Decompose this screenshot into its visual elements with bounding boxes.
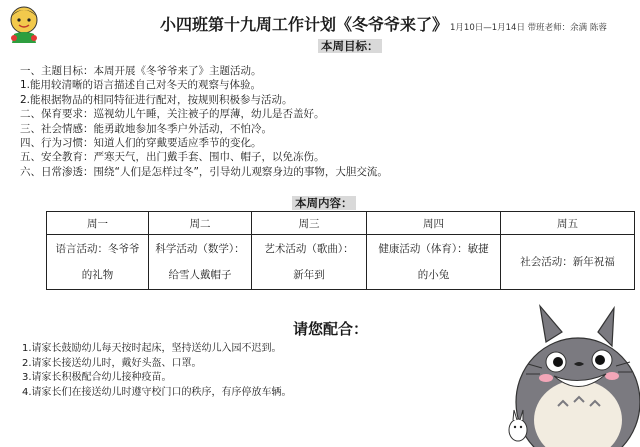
weekly-schedule-table: [46, 211, 635, 290]
content-heading: 本周内容：: [292, 196, 356, 210]
day-header: 周五: [501, 212, 635, 235]
goal-heading: 本周目标：: [318, 39, 382, 53]
goal-line: 五、安全教育：严寒天气，出门戴手套、围巾、帽子，以免冻伤。: [20, 151, 325, 164]
activity-text: 社会活动：新年祝福: [520, 256, 615, 268]
goal-line: 三、社会情感：能勇敢地参加冬季户外活动，不怕冷。: [20, 122, 272, 135]
activity-cell: [47, 235, 149, 290]
activity-cell: [149, 235, 252, 290]
activity-text: 科学活动（数学）：: [155, 243, 245, 255]
goal-line: 四、行为习惯：知道人们的穿戴要适应季节的变化。: [20, 137, 262, 150]
cooperation-item: 1.请家长鼓励幼儿每天按时起床，坚持送幼儿入园不迟到。: [22, 343, 282, 354]
activity-cell: [252, 235, 367, 290]
goal-line: 2.能根据物品的相同特征进行配对，按规则积极参与活动。: [20, 93, 293, 106]
activity-text: 艺术活动（歌曲）：: [264, 243, 354, 255]
cooperation-heading: 请您配合：: [293, 320, 369, 338]
table-row: [47, 235, 635, 290]
goal-line: 1.能用较清晰的语言描述自己对冬天的观察与体验。: [20, 79, 262, 92]
activity-text: 的礼物: [81, 269, 114, 281]
activity-text: 给雪人戴帽子: [168, 269, 232, 281]
goals-list: [20, 64, 388, 179]
date-teachers: 1月10日—1月14日 带班老师：余满 陈蓉: [450, 23, 607, 33]
totoro-illustration-icon: [506, 302, 640, 447]
page-title: 小四班第十九周工作计划《冬爷爷来了》: [160, 15, 449, 34]
activity-cell: [501, 235, 635, 290]
goal-line: 二、保育要求：巡视幼儿午睡，关注被子的厚薄，幼儿是否盖好。: [20, 108, 325, 121]
cooperation-item: 3.请家长积极配合幼儿接种疫苗。: [22, 372, 172, 383]
activity-text: 新年到: [293, 269, 325, 281]
table-header-row: [47, 212, 635, 235]
day-header: 周一: [47, 212, 149, 235]
day-header: 周四: [367, 212, 501, 235]
day-header: 周三: [252, 212, 367, 235]
cooperation-item: 4.请家长们在接送幼儿时遵守校门口的秩序，有序停放车辆。: [22, 386, 292, 398]
activity-text: 健康活动（体育）：敏捷: [378, 243, 489, 255]
activity-cell: [367, 235, 501, 290]
day-header: 周二: [149, 212, 252, 235]
activity-text: 的小兔: [417, 269, 450, 281]
cooperation-item: 2.请家长接送幼儿时，戴好头盔、口罩。: [22, 357, 202, 369]
activity-text: 语言活动：冬爷爷: [55, 243, 140, 255]
goal-line: 一、主题目标：本周开展《冬爷爷来了》主题活动。: [20, 65, 262, 77]
title-row: [160, 12, 607, 35]
cooperation-list: [22, 342, 292, 400]
goal-line: 六、日常渗透：围绕“人们是怎样过冬”，引导幼儿观察身边的事物，大胆交流。: [20, 165, 388, 178]
child-logo-icon: [6, 4, 42, 44]
